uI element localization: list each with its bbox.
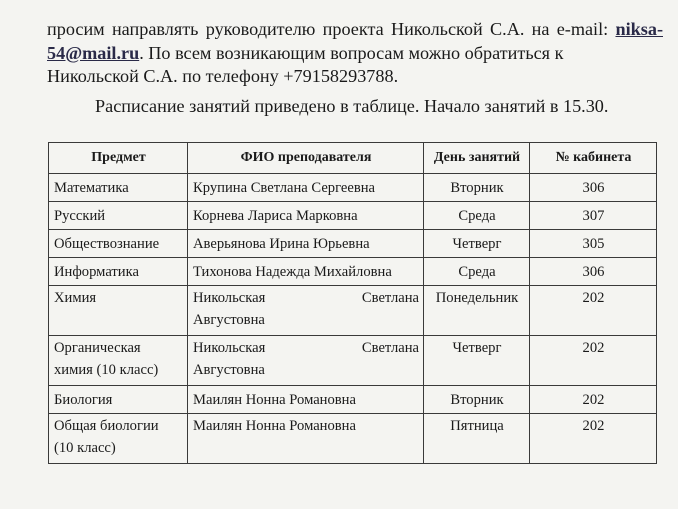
table-row: [49, 202, 657, 230]
schedule-note: Расписание занятий приведено в таблице. Начало занятий в 15.30.: [95, 96, 609, 116]
cell-room: 307: [530, 202, 657, 230]
cell-teacher: Корнева Лариса Марковна: [188, 202, 424, 230]
table-row: [49, 386, 657, 414]
cell-teacher: Никольская Светлана Августовна: [188, 286, 424, 336]
header-day: День занятий: [424, 143, 530, 174]
email-link[interactable]: niksa- 54@mail.ru: [47, 19, 663, 63]
table-row: [49, 336, 657, 386]
cell-room: 305: [530, 230, 657, 258]
cell-subject: Органическая химия (10 класс): [49, 336, 188, 386]
cell-teacher: Крупина Светлана Сергеевна: [188, 174, 424, 202]
cell-teacher: Маилян Нонна Романовна: [188, 414, 424, 464]
intro-text: просим направлять руководителю проекта Никольской С.А. на e-mail:: [47, 19, 616, 39]
cell-day: Четверг: [424, 336, 530, 386]
cell-room: 306: [530, 174, 657, 202]
cell-room: 202: [530, 286, 657, 336]
header-subject: Предмет: [49, 143, 188, 174]
cell-room: 202: [530, 386, 657, 414]
table-header-row: [49, 143, 657, 174]
cell-subject: Общая биологии (10 класс): [49, 414, 188, 464]
cell-day: Пятница: [424, 414, 530, 464]
cell-teacher: Никольская Светлана Августовна: [188, 336, 424, 386]
header-teacher: ФИО преподавателя: [188, 143, 424, 174]
cell-day: Среда: [424, 258, 530, 286]
cell-day: Вторник: [424, 174, 530, 202]
intro-paragraph: [47, 18, 663, 89]
intro-phone-line: Никольской С.А. по телефону +79158293788.: [47, 66, 399, 86]
table-row: [49, 230, 657, 258]
cell-room: 306: [530, 258, 657, 286]
cell-subject: Математика: [49, 174, 188, 202]
cell-subject: Биология: [49, 386, 188, 414]
schedule-table: [48, 142, 657, 464]
cell-teacher: Маилян Нонна Романовна: [188, 386, 424, 414]
cell-day: Вторник: [424, 386, 530, 414]
cell-day: Четверг: [424, 230, 530, 258]
table-row: [49, 414, 657, 464]
cell-room: 202: [530, 336, 657, 386]
table-row: [49, 174, 657, 202]
cell-day: Среда: [424, 202, 530, 230]
cell-day: Понедельник: [424, 286, 530, 336]
cell-room: 202: [530, 414, 657, 464]
cell-subject: Информатика: [49, 258, 188, 286]
cell-subject: Обществознание: [49, 230, 188, 258]
cell-teacher: Тихонова Надежда Михайловна: [188, 258, 424, 286]
table-row: [49, 286, 657, 336]
cell-subject: Химия: [49, 286, 188, 336]
intro-text-cont: . По всем возникающим вопросам можно обратиться к: [139, 42, 564, 63]
header-room: № кабинета: [530, 143, 657, 174]
cell-teacher: Аверьянова Ирина Юрьевна: [188, 230, 424, 258]
table-row: [49, 258, 657, 286]
cell-subject: Русский: [49, 202, 188, 230]
